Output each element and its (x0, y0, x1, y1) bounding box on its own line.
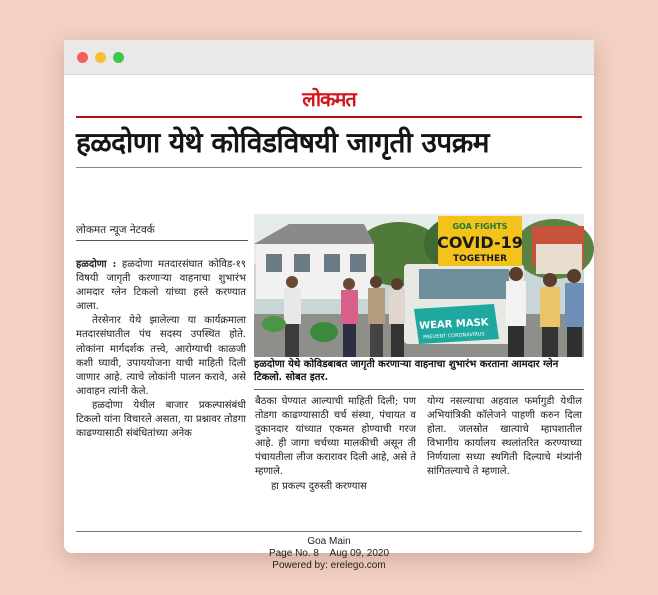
close-window-button[interactable] (77, 52, 88, 63)
photo-caption: हळदोणा येथे कोविडबाबत जागृती करणाऱ्या वाहनाचा शुभारंभ करताना आमदार ग्लेन टिकलो. सोबत इतर. (254, 358, 584, 390)
article-paragraph (76, 258, 246, 314)
banner-text-line-2: COVID-19 (437, 233, 523, 252)
article-byline: लोकमत न्यूज नेटवर्क (76, 223, 248, 241)
footer-divider (76, 531, 582, 532)
window-titlebar (64, 40, 594, 75)
article-photo (254, 214, 584, 357)
article-paragraph: हा प्रकल्प दुरुस्ती करण्यास (271, 480, 367, 492)
article-paragraph-text: हळदोणा मतदारसंघात कोविड-१९ विषयी जागृती करणाऱ्या वाहनाचा शुभारंभ आमदार ग्लेन टिकलो यांच्या हस्ते करण्यात आला. (76, 259, 246, 313)
maximize-window-button[interactable] (113, 52, 124, 63)
browser-window (64, 40, 594, 571)
article-column-2 (255, 395, 416, 494)
banner-text-line-1: GOA FIGHTS (452, 222, 508, 231)
banner-text-line-3: TOGETHER (452, 254, 508, 264)
footer-page-date: Page No. 8 Aug 09, 2020 (268, 548, 390, 559)
sign-sub-text: PREVENT CORONAVIRUS (423, 331, 485, 341)
article-paragraph: बैठका घेण्यात आल्याची माहिती दिली; पण तोडगा काढण्यासाठी चर्च संस्था, पंचायत व दुकानदार यांच्यात एकमत होण्याची गरज आहे. ही जागा चर्चच्या मालकीची असून ती पंचायतीला लीज करारावर दिली आहे, असे ते म्हणाले. (255, 396, 416, 478)
article-column-1 (76, 258, 246, 441)
article-column-3 (427, 395, 582, 480)
footer-powered-by[interactable]: Powered by: erelego.com (272, 560, 386, 571)
article-paragraph: हळदोणा येथील बाजार प्रकल्पासंबंधी टिकलो यांना विचारले असता, या प्रश्नावर तोडगा काढण्यासाठी संबंधितांच्या अनेक (76, 399, 246, 440)
article-paragraph: योग्य नसल्याचा अहवाल फर्मागुडी येथील अभियांत्रिकी कॉलेजने पाहणी करुन दिला होता. जलस्रोत खात्याचे म्हापशातील विभागीय कार्यालय स्थलांतरित करण्याच्या निर्णयाला सध्या स्थगिती दिल्याचे मंत्र्यांनी सांगितल्याचे ते म्हणाले. (427, 396, 582, 478)
masthead-divider (76, 116, 582, 118)
footer-edition: Goa Main (307, 536, 351, 547)
article-dateline: हळदोणा : (76, 259, 117, 270)
newspaper-masthead: लोकमत (302, 87, 356, 111)
newspaper-clipping (64, 75, 594, 571)
article-paragraph: तेरसेनार येथे झालेल्या या कार्यक्रमाला मतदारसंघातील पंच सदस्य उपस्थित होते. लोकांना मार्गदर्शक तत्त्वे, आरोग्याची काळजी कशी घ्यावी, उपाययोजना याची माहिती दिली जाणार आहे. त्याचे लोकांनी पालन करावे, असे आवाहन त्यांनी केले. (76, 315, 246, 397)
sign-main-text: WEAR MASK (418, 317, 489, 332)
article-headline: हळदोणा येथे कोविडविषयी जागृती उपक्रम (76, 126, 489, 159)
headline-divider (76, 167, 582, 168)
page-footer (64, 536, 594, 572)
minimize-window-button[interactable] (95, 52, 106, 63)
